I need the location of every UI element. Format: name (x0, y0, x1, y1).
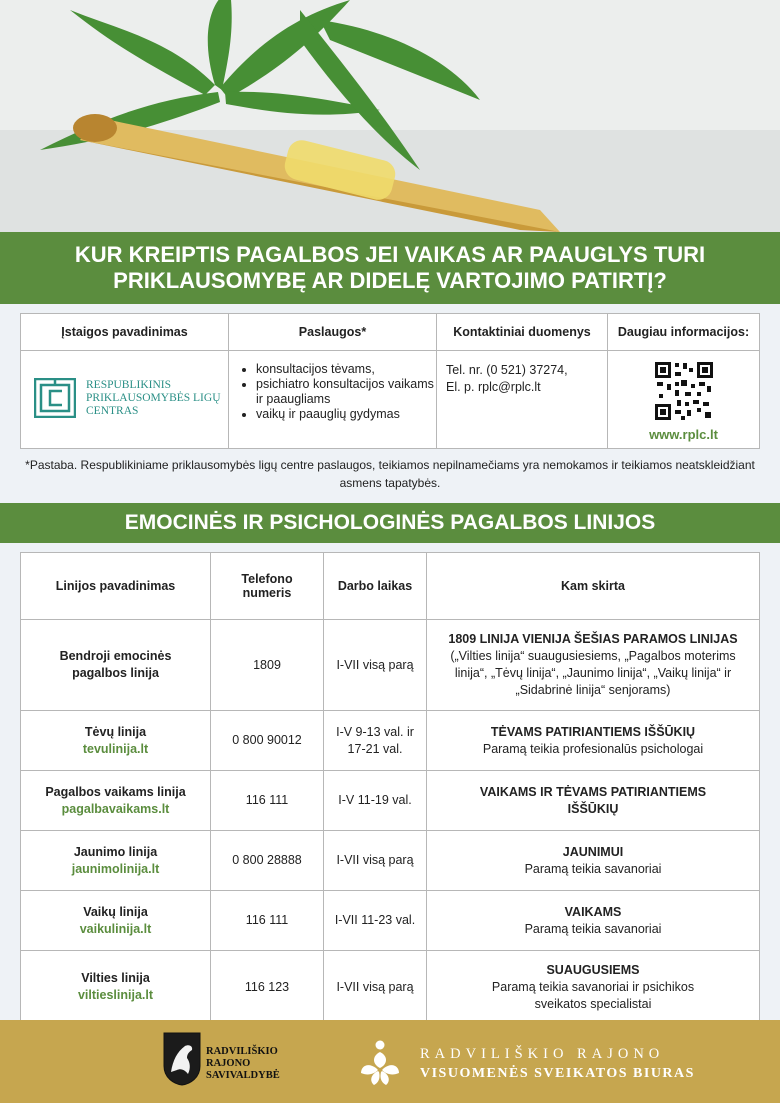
line-hours: I-VII visą parą (324, 951, 427, 1024)
table-row (21, 711, 760, 771)
line-link[interactable]: tevulinija.lt (82, 741, 149, 756)
municipality-name: RADVILIŠKIO (206, 1046, 278, 1057)
rplc-logo-icon (34, 378, 76, 418)
list-item: • psichiatro konsultacijos vaikams ir paaugliams (256, 377, 435, 407)
line-phone[interactable]: 0 800 28888 (211, 831, 324, 891)
line-name: Pagalbos vaikams linija (45, 784, 186, 799)
table-header: Paslaugos* (229, 314, 437, 351)
services-list (230, 362, 435, 422)
line-phone[interactable]: 116 123 (211, 951, 324, 1024)
line-name: Jaunimo linija (73, 844, 158, 859)
coat-of-arms-icon (163, 1032, 201, 1086)
line-desc: Paramą teikia savanoriai ir psichikos sveikatos specialistai (491, 979, 695, 1011)
qr-code-icon[interactable] (653, 360, 715, 422)
line-hours: I-VII 11-23 val. (324, 891, 427, 951)
line-desc: („Vilties linija“ suaugusiesiems, „Pagalbos moterims linija“, „Tėvų linija“, „Jaunimo linija“, „Vaikų linija“ ir „Sidabrinė linija“ senjorams) (450, 649, 736, 697)
org-name: CENTRAS (86, 404, 139, 417)
line-phone[interactable]: 116 111 (211, 771, 324, 831)
line-link[interactable]: viltieslinija.lt (77, 988, 154, 1002)
note-text: *Pastaba. Respublikiniame priklausomybės ligų centre paslaugos, teikiamos nepilnamečiams yra nemokamos ir teikiamos neatskleidžiant asmens tapatybės. (25, 458, 755, 490)
org-cell (21, 351, 229, 449)
footer (0, 1020, 780, 1103)
org-name: RESPUBLIKINIS (86, 378, 171, 391)
line-name: Bendroji emocinės pagalbos linija (59, 649, 172, 680)
table-row (21, 620, 760, 711)
services-cell (229, 351, 437, 449)
website-link[interactable]: www.rplc.lt (649, 427, 718, 442)
line-hours: I-VII visą parą (324, 620, 427, 711)
line-hours: I-VII visą parą (324, 831, 427, 891)
table-header: Kam skirta (427, 553, 760, 620)
table-row (21, 771, 760, 831)
list-item: • konsultacijos tėvams, (256, 362, 435, 377)
table-header: Telefono numeris (211, 553, 324, 620)
section-title: EMOCINĖS IR PSICHOLOGINĖS PAGALBOS LINIJOS (0, 503, 780, 543)
contacts-cell (437, 351, 608, 449)
page-title: KUR KREIPTIS PAGALBOS JEI VAIKAS AR PAAUGLYS TURI PRIKLAUSOMYBĘ AR DIDELĘ VARTOJIMO PATIRTĮ? (0, 232, 780, 304)
line-desc: Paramą teikia savanoriai (524, 921, 662, 936)
contact-phone: Tel. nr. (0 521) 37274, (446, 363, 568, 377)
line-target: VAIKAMS IR TĖVAMS PATIRIANTIEMS IŠŠŪKIŲ (479, 784, 707, 816)
line-target: TĖVAMS PATIRIANTIEMS IŠŠŪKIŲ (490, 724, 696, 739)
table-row (21, 891, 760, 951)
line-name: Tėvų linija (84, 724, 147, 739)
line-target: 1809 LINIJA VIENIJA ŠEŠIAS PARAMOS LINIJAS (448, 632, 738, 646)
table-header: Įstaigos pavadinimas (21, 314, 229, 351)
table-header: Daugiau informacijos: (608, 314, 760, 351)
line-phone[interactable]: 0 800 90012 (211, 711, 324, 771)
hero-image (0, 0, 780, 232)
municipality-name: RAJONO (206, 1058, 251, 1069)
line-link[interactable]: jaunimolinija.lt (71, 861, 160, 876)
line-link[interactable]: vaikulinija.lt (79, 921, 152, 936)
list-item: • vaikų ir paauglių gydymas (256, 407, 435, 422)
line-name: Vilties linija (81, 971, 150, 985)
bureau-name: VISUOMENĖS SVEIKATOS BIURAS (420, 1066, 695, 1081)
table-row (21, 831, 760, 891)
table-row (21, 951, 760, 1024)
line-desc: Paramą teikia savanoriai (524, 861, 662, 876)
line-target: JAUNIMUI (562, 844, 624, 859)
municipality-name: SAVIVALDYBĖ (206, 1070, 280, 1081)
line-phone[interactable]: 116 111 (211, 891, 324, 951)
institution-table (20, 313, 760, 449)
org-name: PRIKLAUSOMYBĖS LIGŲ (86, 391, 221, 404)
table-header: Linijos pavadinimas (21, 553, 211, 620)
bureau-name: RADVILIŠKIO RAJONO (420, 1046, 665, 1062)
helplines-table (20, 552, 760, 1024)
health-bureau-logo-icon (358, 1040, 402, 1086)
line-name: Vaikų linija (83, 904, 148, 919)
contact-email[interactable]: El. p. rplc@rplc.lt (446, 380, 541, 394)
table-header: Darbo laikas (324, 553, 427, 620)
more-info-cell (608, 351, 760, 449)
line-hours: I-V 11-19 val. (324, 771, 427, 831)
line-target: VAIKAMS (564, 904, 622, 919)
line-target: SUAUGUSIEMS (546, 962, 640, 977)
line-link[interactable]: pagalbavaikams.lt (61, 801, 170, 816)
line-desc: Paramą teikia profesionalūs psichologai (482, 741, 704, 756)
line-phone[interactable]: 1809 (211, 620, 324, 711)
table-header: Kontaktiniai duomenys (437, 314, 608, 351)
line-hours: I-V 9-13 val. ir 17-21 val. (336, 724, 414, 756)
